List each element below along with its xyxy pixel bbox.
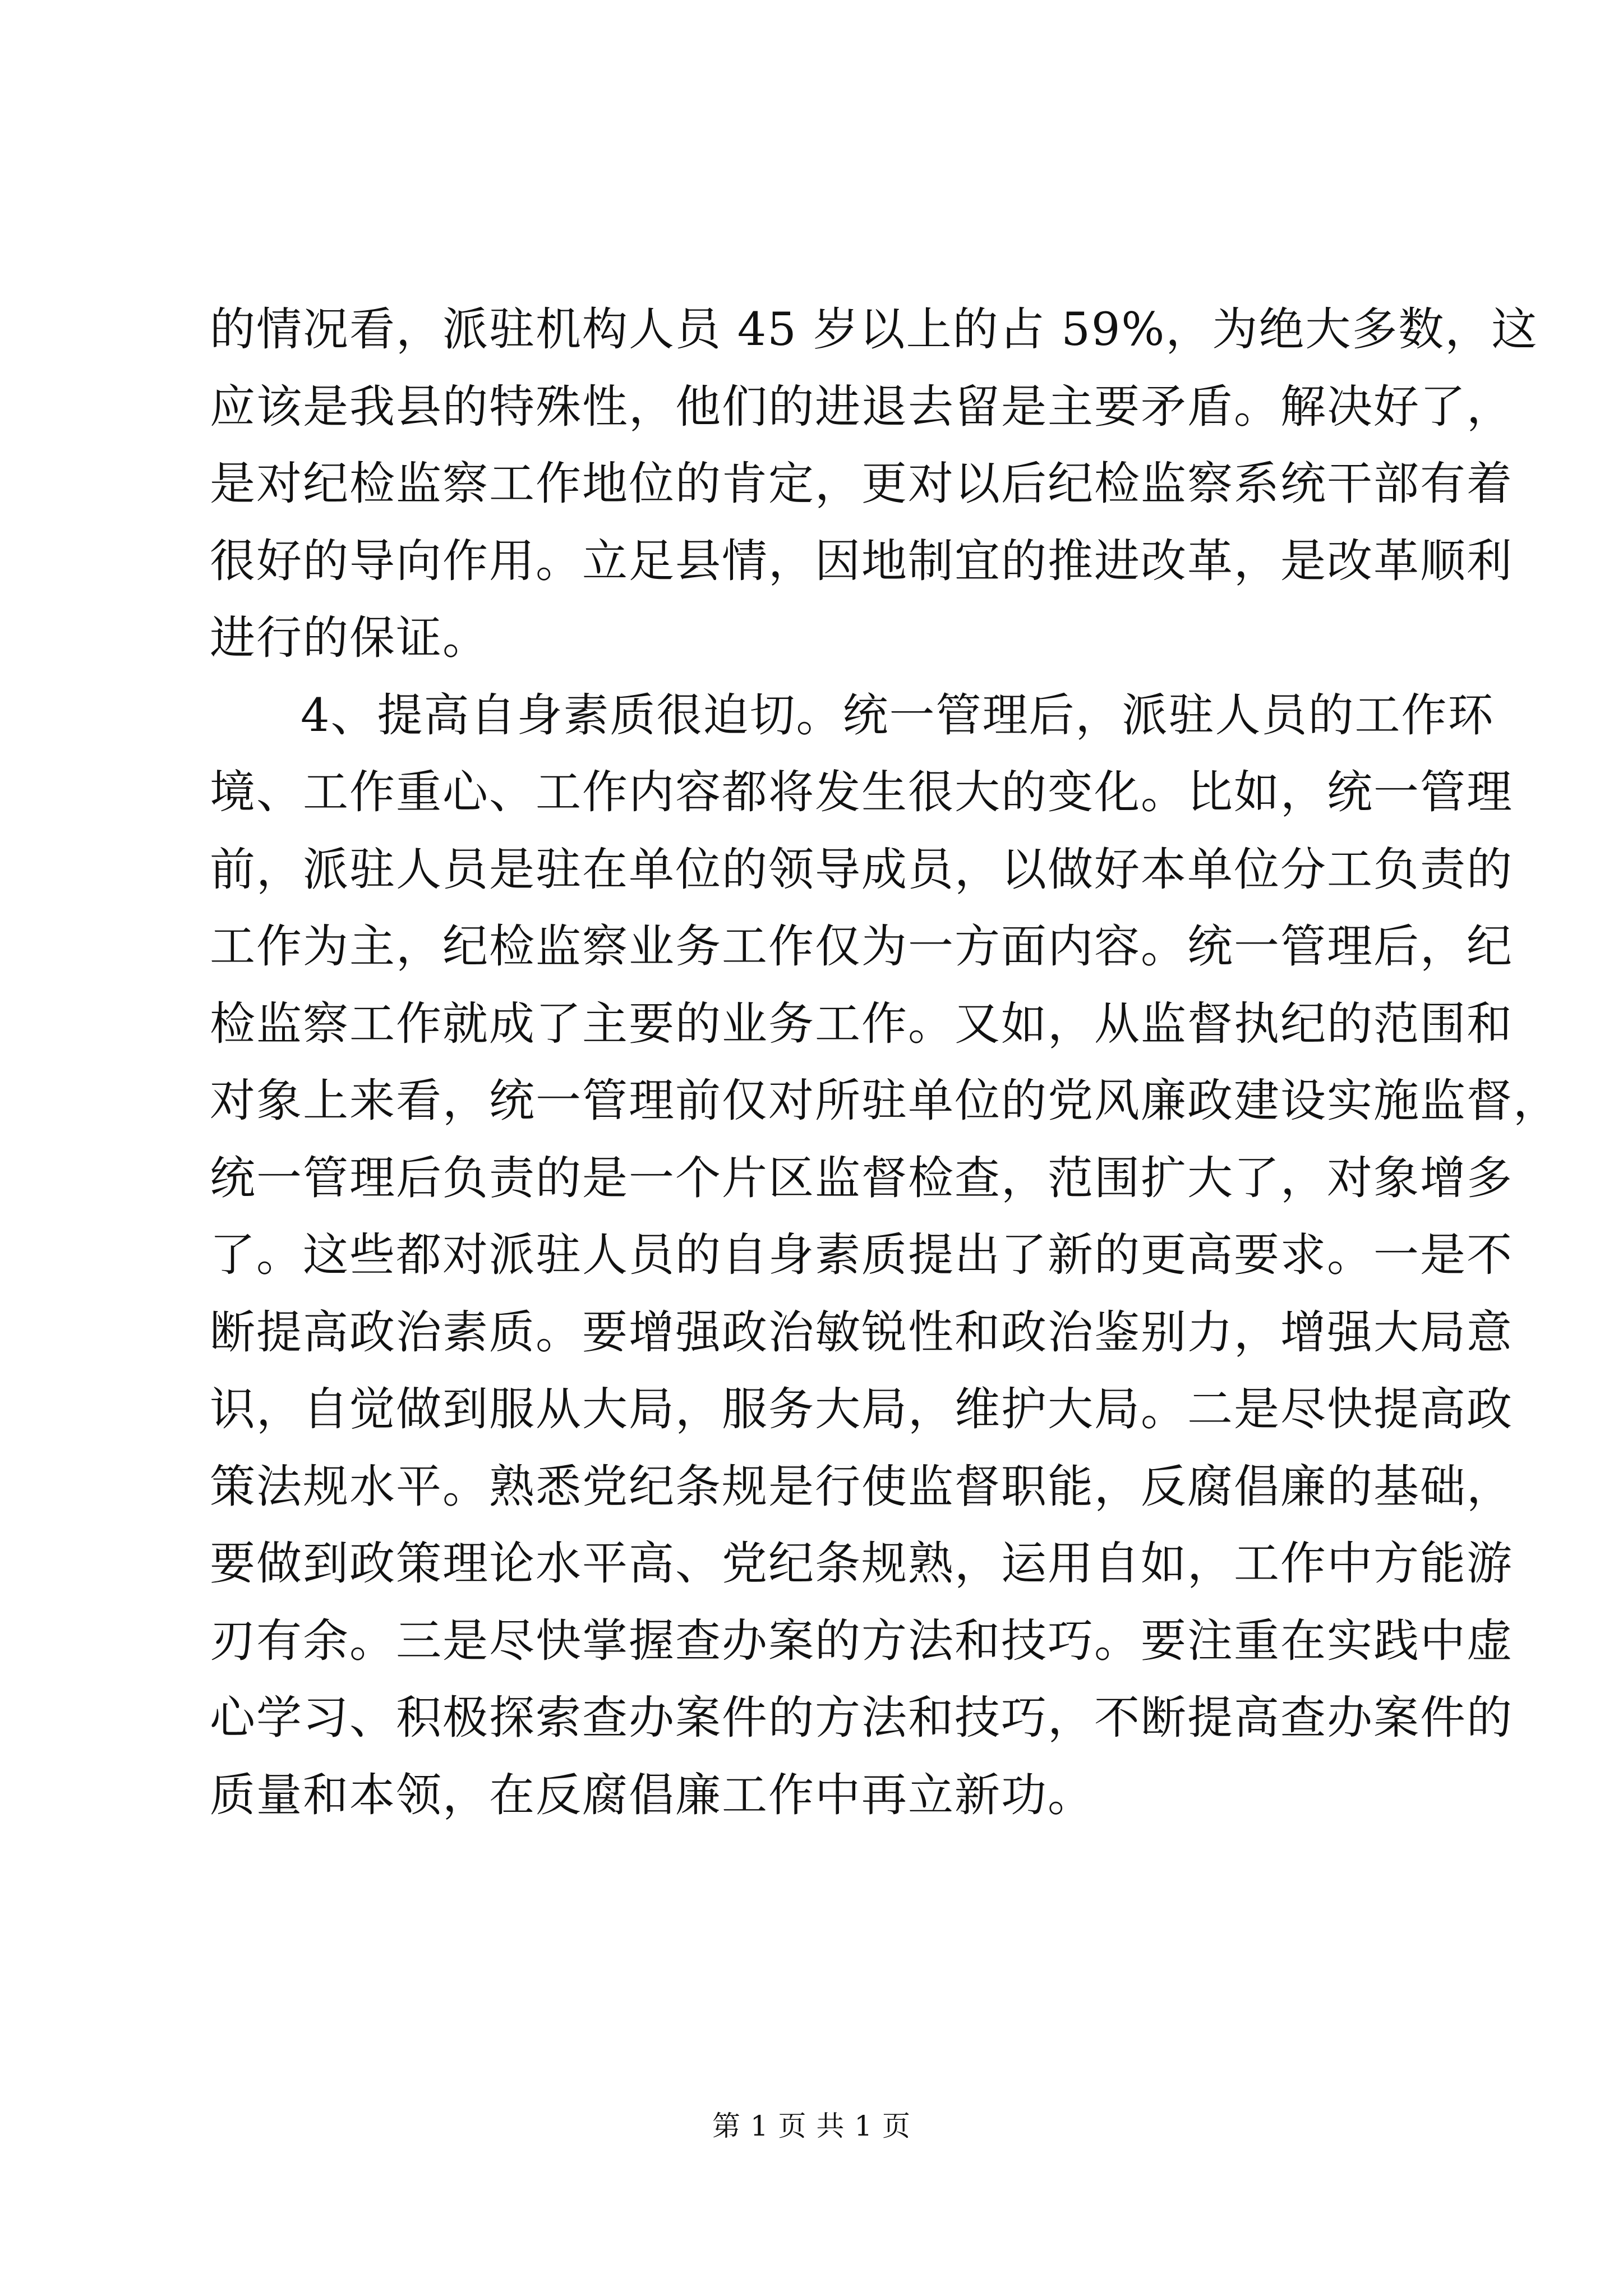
text-line: 进行的保证。 xyxy=(210,612,490,665)
text-line: 心学习、积极探索查办案件的方法和技巧，不断提高查办案件的 xyxy=(210,1692,1514,1745)
text-line: 是对纪检监察工作地位的肯定，更对以后纪检监察系统干部有着 xyxy=(210,458,1514,510)
text-line: 了。这些都对派驻人员的自身素质提出了新的更高要求。一是不 xyxy=(210,1229,1514,1282)
text-line: 前，派驻人员是驻在单位的领导成员，以做好本单位分工负责的 xyxy=(210,843,1514,896)
text-line: 对象上来看，统一管理前仅对所驻单位的党风廉政建设实施监督， xyxy=(210,1075,1560,1128)
page-number: 第 1 页 共 1 页 xyxy=(712,2110,911,2142)
text-line: 策法规水平。熟悉党纪条规是行使监督职能，反腐倡廉的基础， xyxy=(210,1460,1514,1513)
text-line: 要做到政策理论水平高、党纪条规熟，运用自如，工作中方能游 xyxy=(210,1538,1514,1590)
text-line: 4、提高自身素质很迫切。统一管理后，派驻人员的工作环 xyxy=(301,689,1495,742)
text-line: 识，自觉做到服从大局，服务大局，维护大局。二是尽快提高政 xyxy=(210,1383,1514,1436)
text-line: 刃有余。三是尽快掌握查办案的方法和技巧。要注重在实践中虚 xyxy=(210,1614,1514,1668)
text-line: 很好的导向作用。立足县情，因地制宜的推进改革，是改革顺利 xyxy=(210,535,1514,588)
text-line: 应该是我县的特殊性，他们的进退去留是主要矛盾。解决好了， xyxy=(210,380,1514,434)
text-line: 境、工作重心、工作内容都将发生很大的变化。比如，统一管理 xyxy=(210,766,1514,819)
text-line: 断提高政治素质。要增强政治敏锐性和政治鉴别力，增强大局意 xyxy=(210,1306,1514,1359)
document-body xyxy=(210,292,1560,1834)
text-line: 检监察工作就成了主要的业务工作。又如，从监督执纪的范围和 xyxy=(210,997,1514,1051)
paragraph-2 xyxy=(210,678,1560,1835)
text-line: 统一管理后负责的是一个片区监督检查，范围扩大了，对象增多 xyxy=(210,1152,1514,1205)
paragraph-1 xyxy=(210,292,1538,678)
text-line: 质量和本领，在反腐倡廉工作中再立新功。 xyxy=(210,1769,1095,1822)
text-line: 的情况看，派驻机构人员 45 岁以上的占 59%，为绝大多数，这 xyxy=(210,303,1538,356)
text-line: 工作为主，纪检监察业务工作仅为一方面内容。统一管理后，纪 xyxy=(210,921,1514,973)
